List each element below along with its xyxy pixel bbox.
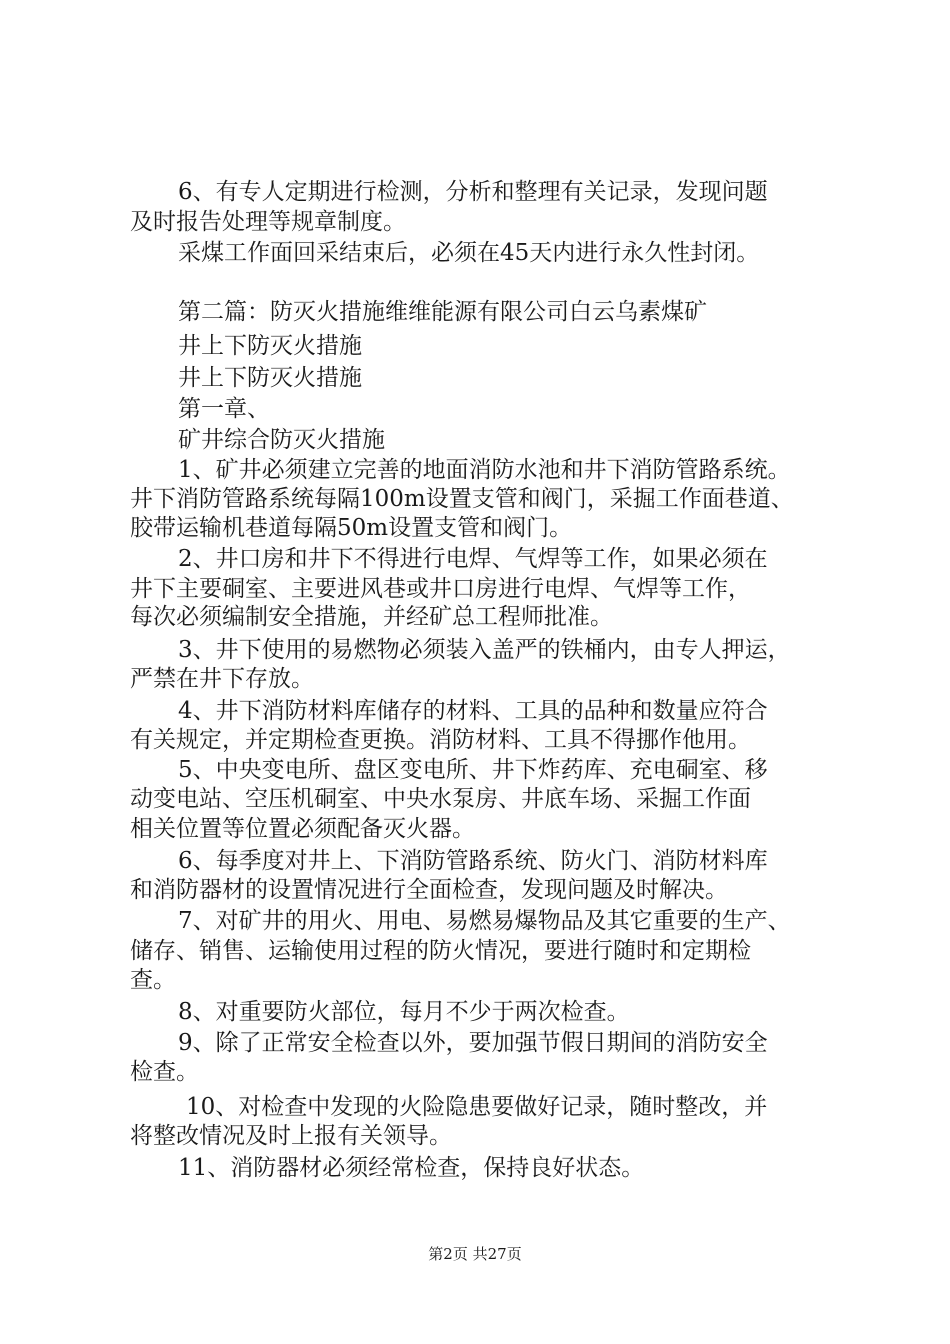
paragraph-line: 储存、销售、运输使用过程的防火情况，要进行随时和定期检 bbox=[130, 938, 751, 964]
paragraph-line: 将整改情况及时上报有关领导。 bbox=[130, 1123, 452, 1149]
chapter-title: 矿井综合防灭火措施 bbox=[178, 427, 385, 453]
paragraph-line: 动变电站、空压机硐室、中央水泵房、井底车场、采掘工作面 bbox=[130, 786, 751, 812]
paragraph-line: 9、除了正常安全检查以外，要加强节假日期间的消防安全 bbox=[178, 1030, 768, 1056]
paragraph-line: 胶带运输机巷道每隔50m设置支管和阀门。 bbox=[130, 515, 573, 541]
section-heading: 第二篇：防灭火措施维维能源有限公司白云乌素煤矿 bbox=[178, 299, 707, 325]
paragraph-line: 检查。 bbox=[130, 1059, 199, 1085]
paragraph-line: 每次必须编制安全措施，并经矿总工程师批准。 bbox=[130, 604, 613, 630]
paragraph-line: 3、井下使用的易燃物必须装入盖严的铁桶内，由专人押运， bbox=[178, 637, 791, 663]
paragraph-line: 井下消防管路系统每隔100m设置支管和阀门，采掘工作面巷道、 bbox=[130, 486, 794, 512]
paragraph-line: 严禁在井下存放。 bbox=[130, 666, 314, 692]
paragraph-line: 及时报告处理等规章制度。 bbox=[130, 209, 406, 235]
paragraph-line: 8、对重要防火部位，每月不少于两次检查。 bbox=[178, 999, 630, 1025]
paragraph-line: 4、井下消防材料库储存的材料、工具的品种和数量应符合 bbox=[178, 698, 768, 724]
paragraph-line: 井下主要硐室、主要进风巷或井口房进行电焊、气焊等工作， bbox=[130, 576, 751, 602]
paragraph-line: 和消防器材的设置情况进行全面检查，发现问题及时解决。 bbox=[130, 877, 728, 903]
paragraph-line: 11、消防器材必须经常检查，保持良好状态。 bbox=[178, 1155, 645, 1181]
paragraph-line: 采煤工作面回采结束后，必须在45天内进行永久性封闭。 bbox=[178, 240, 760, 266]
paragraph-line: 10、对检查中发现的火险隐患要做好记录，随时整改，并 bbox=[186, 1094, 768, 1120]
paragraph-line: 6、有专人定期进行检测，分析和整理有关记录，发现问题 bbox=[178, 179, 768, 205]
section-heading: 井上下防灭火措施 bbox=[178, 333, 362, 359]
paragraph-line: 2、井口房和井下不得进行电焊、气焊等工作，如果必须在 bbox=[178, 546, 768, 572]
paragraph-line: 查。 bbox=[130, 967, 176, 993]
section-heading: 井上下防灭火措施 bbox=[178, 365, 362, 391]
paragraph-line: 6、每季度对井上、下消防管路系统、防火门、消防材料库 bbox=[178, 848, 768, 874]
paragraph-line: 有关规定，并定期检查更换。消防材料、工具不得挪作他用。 bbox=[130, 727, 751, 753]
page-number-footer: 第2页 共27页 bbox=[428, 1245, 522, 1263]
paragraph-line: 1、矿井必须建立完善的地面消防水池和井下消防管路系统。 bbox=[178, 457, 791, 483]
chapter-heading: 第一章、 bbox=[178, 396, 270, 422]
paragraph-line: 7、对矿井的用火、用电、易燃易爆物品及其它重要的生产、 bbox=[178, 908, 791, 934]
paragraph-line: 5、中央变电所、盘区变电所、井下炸药库、充电硐室、移 bbox=[178, 757, 768, 783]
paragraph-line: 相关位置等位置必须配备灭火器。 bbox=[130, 816, 475, 842]
